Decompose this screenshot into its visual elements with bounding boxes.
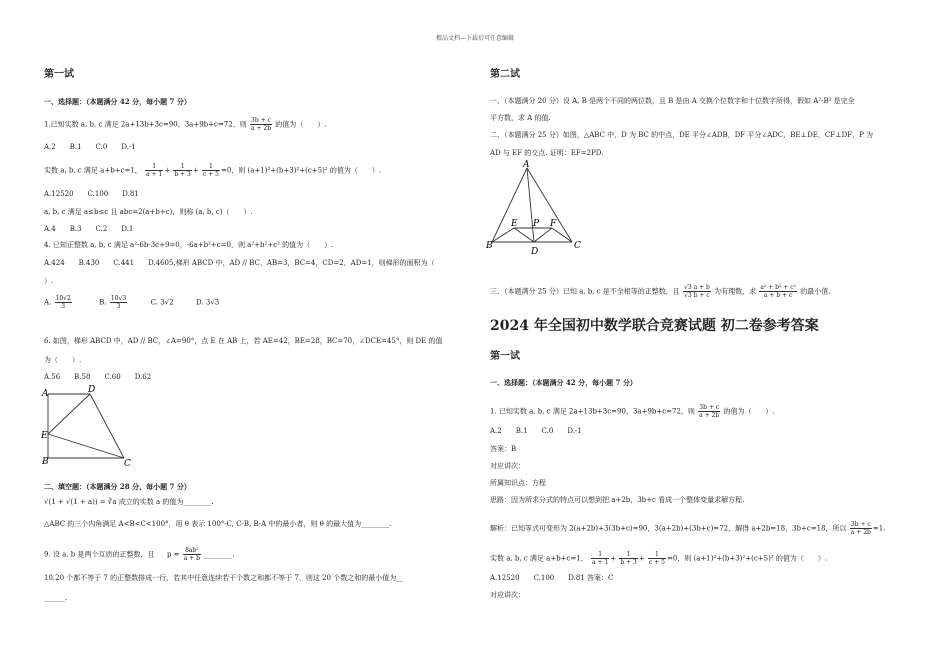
question-6-cont: 为（ ）. <box>44 356 82 364</box>
problem-3: 三、（本题满分 25 分）已知 a, b, c 是不全相等的正整数，且 $\frac{√3 a + b}{√3 b + c}$ 为有理数，求 $\frac{\text{a² + b² + c²}}{a + b + c}$ 的最小值. <box>490 284 831 299</box>
problem-2-cont: AD 与 EF 的交点. 证明：EF=2PD. <box>490 149 604 157</box>
options: A.56 B.58 C.60 D.62 <box>44 373 152 381</box>
question-2: 实数 a, b, c 满足 a+b+c=1， $\frac{1}{a + 1}$ + $\frac{1}{b + 3}$ + $\frac{1}{c + 5}$ =0，则 (a+1)²+(b+3)²+(c+5)² 的值为（ ）. <box>490 551 828 566</box>
label-C: C <box>574 241 581 251</box>
fill-4-cont: ______. <box>44 594 68 602</box>
section-title: 第一试 <box>490 351 520 362</box>
label-E: E <box>511 219 518 229</box>
options: A.424 B.430 C.441 D.4605.梯形 ABCD 中，AD // BC，AB=3，BC=4，CD=2，AD=1，则梯形的面积为（ <box>44 259 435 267</box>
idea: 思路：因为所求分式的特点可以想到把 a+2b，3b+c 看成一个整体变量求解方程. <box>490 496 745 504</box>
answer-title: 2024 年全国初中数学联合竞赛试题 初二卷参考答案 <box>490 318 819 334</box>
label-P: P <box>533 219 540 229</box>
options: A.12520 C.100 D.81 答案：C <box>490 574 614 582</box>
solution: 解析：已知等式可变形为 2(a+2b)+3(3b+c)=90，3(a+2b)+(3b+c)=72，解得 a+2b=18，3b+c=18，所以 $\frac{3b + c}{a + 2b}$ =1. <box>490 521 886 536</box>
page-header: 精品文档---下载后可任意编辑 <box>435 35 515 42</box>
question-3: a, b, c 满足 a≤b≤c 且 abc=2(a+b+c)，则称 (a, b, c)（ ）. <box>44 208 253 216</box>
lecture-label: 对应讲次： <box>490 591 525 599</box>
knowledge-point: 所属知识点：方程 <box>490 479 546 487</box>
fill-1: √(1 + √(1 + a)) = ∛a 成立的实数 a 的值为________. <box>44 498 214 506</box>
options: A.2 B.1 C.0 D.-1 <box>44 143 136 151</box>
section-heading: 一、选择题：（本题满分 42 分，每小题 7 分） <box>44 97 191 106</box>
question-2: 实数 a, b, c 满足 a+b+c=1， $\frac{1}{a + 1}$ + $\frac{1}{b + 3}$ + $\frac{1}{c + 5}$ =0，则 (a+1)²+(b+3)²+(c+5)² 的值为（ ）. <box>44 163 382 178</box>
question-1 <box>44 117 327 132</box>
section-title: 第二试 <box>490 69 520 80</box>
options-fractions: A. $\frac{10√2}{3}$ B. $\frac{10√3}{3}$ C. 3√2 D. 3√3 <box>44 295 220 310</box>
question-6: 6. 如图，梯形 ABCD 中，AD // BC，∠A=90°，点 E 在 AB 上，若 AE=42，BE=28，BC=70，∠DCE=45°，则 DE 的值 <box>44 337 443 345</box>
question-4: 4. 已知正整数 a, b, c 满足 a²-6b-3c+9=0，-6a+b²+c=0，则 a²+b²+c² 的值为（ ）. <box>44 241 334 249</box>
label-D: D <box>531 247 539 257</box>
label-B: B <box>42 457 49 467</box>
label-B: B <box>486 241 493 251</box>
question-1: 1. 已知实数 a, b, c 满足 2a+13b+3c=90，3a+9b+c=72，则 $\frac{3b + c}{a + 2b}$ 的值为（ ）. <box>490 404 775 419</box>
lecture-label: 对应讲次： <box>490 462 525 470</box>
question-text: 的值为（ ）. <box>275 120 327 129</box>
paren-close: ）. <box>44 277 54 285</box>
label-C: C <box>124 459 131 469</box>
fraction: $\frac{3b + c}{a + 2b}$ <box>250 117 272 132</box>
trapezoid-figure <box>38 384 138 470</box>
label-E: E <box>41 431 48 441</box>
options: A.4 B.3 C.2 D.1 <box>44 225 134 233</box>
triangle-figure <box>484 160 594 258</box>
label-F: F <box>550 219 557 229</box>
options: A.12520 C.100 D.81 <box>44 190 139 198</box>
options: A.2 B.1 C.0 D.-1 <box>490 427 582 435</box>
answer: 答案：B <box>490 445 517 453</box>
question-text: 1.已知实数 a, b, c 满足 2a+13b+3c=90，3a+9b+c=72，则 <box>44 120 247 129</box>
section-heading: 一、选择题：（本题满分 42 分，每小题 7 分） <box>490 378 637 387</box>
problem-2: 二、（本题满分 25 分）如图，△ABC 中，D 为 BC 的中点，DE 平分∠ADB，DF 平分∠ADC，BE⊥DE，CF⊥DF，P 为 <box>490 131 874 139</box>
label-A: A <box>523 160 530 170</box>
problem-1-cont: 平方数，求 A 的值. <box>490 114 551 122</box>
section-title: 第一试 <box>44 69 74 80</box>
problem-1: 一、（本题满分 20 分）设 A, B 是两个不同的两位数，且 B 是由 A 交换个位数字和十位数字所得，假如 A²-B² 是完全 <box>490 97 855 105</box>
label-A: A <box>42 389 49 399</box>
fill-4: 10.20 个都不等于 7 的正整数排成一行，若其中任意连续若干个数之和都不等于 7，则这 20 个数之和的最小值为__ <box>44 574 404 582</box>
label-D: D <box>88 385 96 395</box>
section-heading: 二、填空题：（本题满分 28 分，每小题 7 分） <box>44 482 191 491</box>
fill-3: 9. 设 a, b 是两个互质的正整数，且 p = $\frac{\text{8ab²}}{a + b}$ ________. <box>44 547 235 562</box>
fill-2: △ABC 的三个内角满足 A<B<C<100°，用 θ 表示 100°-C, C-B, B-A 中的最小者，则 θ 的最大值为________. <box>44 520 392 528</box>
